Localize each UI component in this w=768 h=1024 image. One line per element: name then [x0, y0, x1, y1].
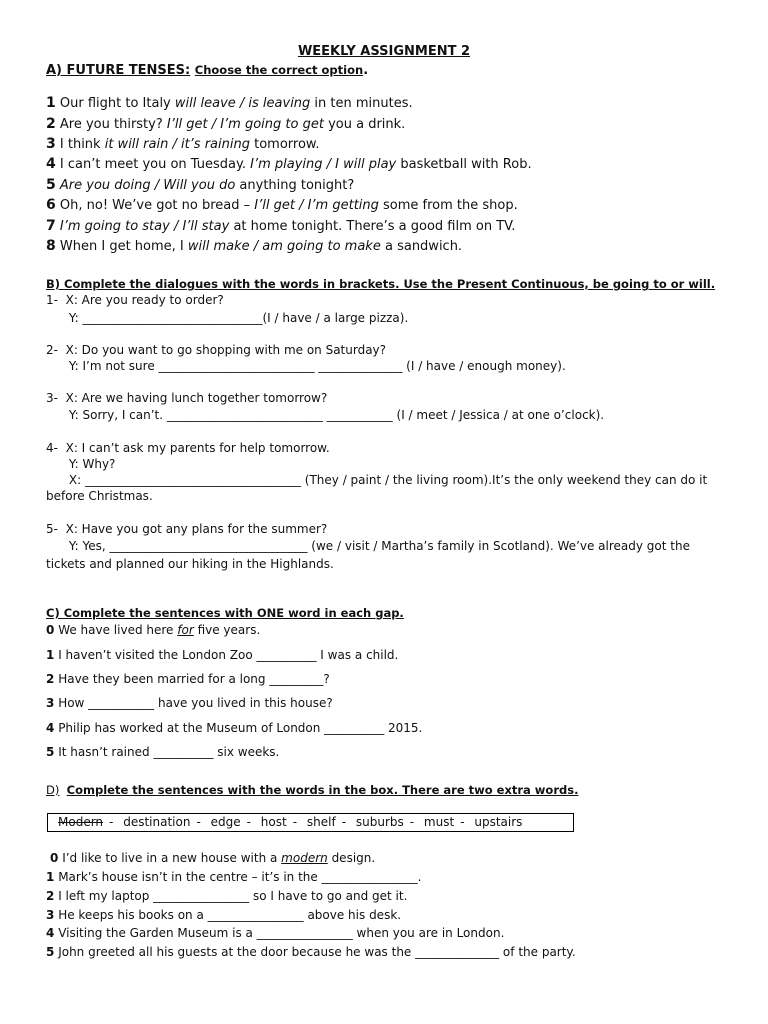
exercise-c-item: 4 Philip has worked at the Museum of London __________ 2015. [46, 721, 423, 735]
dialogue-line: 4- X: I can’t ask my parents for help tomorrow. [46, 441, 330, 455]
exercise-a-item: 8 When I get home, I will make / am going to make a sandwich. [46, 238, 463, 254]
word-box-item: Modern [58, 815, 104, 829]
exercise-c-item: 2 Have they been married for a long _________? [46, 672, 330, 686]
exercise-d-item: 1 Mark’s house isn’t in the centre – it’s in the ________________. [46, 870, 422, 884]
section-b-heading: B) Complete the dialogues with the words in brackets. Use the Present Continuous, be going to or will. [46, 277, 716, 291]
exercise-a-item: 5 Are you doing / Will you do anything tonight? [46, 177, 355, 193]
exercise-a-item: 7 I’m going to stay / I’ll stay at home tonight. There’s a good film on TV. [46, 218, 516, 234]
exercise-d-item: 2 I left my laptop ________________ so I have to go and get it. [46, 889, 408, 903]
word-box-item: must [423, 815, 455, 829]
word-box: Modern - destination - edge - host - shelf - suburbs - must - upstairs [47, 813, 574, 832]
dialogue-line: 2- X: Do you want to go shopping with me on Saturday? [46, 343, 387, 357]
dialogue-line: Y: Why? [46, 457, 116, 471]
dialogue-line: X: ____________________________________ (They / paint / the living room).It’s the only weekend they can do it [46, 473, 708, 487]
section-a-title: A) FUTURE TENSES: [46, 63, 191, 78]
word-box-item: host [260, 815, 287, 829]
word-box-item: shelf [306, 815, 336, 829]
dialogue-line: 1- X: Are you ready to order? [46, 293, 224, 307]
exercise-a-item: 1 Our flight to Italy will leave / is leaving in ten minutes. [46, 95, 413, 111]
exercise-c-item: 3 How ___________ have you lived in this house? [46, 696, 333, 710]
exercise-a-item: 6 Oh, no! We’ve got no bread – I’ll get / I’m getting some from the shop. [46, 197, 518, 213]
exercise-d-item: 4 Visiting the Garden Museum is a ________________ when you are in London. [46, 926, 505, 940]
exercise-d-example: 0 I’d like to live in a new house with a modern design. [50, 851, 376, 865]
dialogue-line: 3- X: Are we having lunch together tomorrow? [46, 391, 328, 405]
word-box-item: destination [123, 815, 191, 829]
dialogue-line: Y: Yes, _________________________________ (we / visit / Martha’s family in Scotland). We’ve already got the [46, 539, 690, 553]
exercise-c-item: 1 I haven’t visited the London Zoo __________ I was a child. [46, 648, 399, 662]
exercise-a-item: 3 I think it will rain / it’s raining tomorrow. [46, 136, 320, 152]
dialogue-line: Y: Sorry, I can’t. __________________________ ___________ (I / meet / Jessica / at one o’clock). [46, 408, 605, 422]
word-box-item: upstairs [474, 815, 523, 829]
exercise-a-item: 4 I can’t meet you on Tuesday. I’m playing / I will play basketball with Rob. [46, 156, 532, 172]
exercise-a-item: 2 Are you thirsty? I’ll get / I’m going to get you a drink. [46, 116, 406, 132]
page-title: WEEKLY ASSIGNMENT 2 [297, 44, 471, 59]
section-a-instruction: Choose the correct option [194, 63, 364, 77]
dialogue-line: tickets and planned our hiking in the Highlands. [46, 557, 334, 571]
section-a-period: . [363, 63, 369, 78]
dialogue-line: Y: ______________________________(I / have / a large pizza). [46, 311, 409, 325]
word-box-item: edge [210, 815, 241, 829]
section-c-heading: C) Complete the sentences with ONE word in each gap. [46, 606, 404, 620]
dialogue-line: Y: I’m not sure __________________________ ______________ (I / have / enough money). [46, 359, 566, 373]
word-box-item: suburbs [355, 815, 404, 829]
exercise-d-item: 3 He keeps his books on a ________________ above his desk. [46, 908, 402, 922]
exercise-c-item: 5 It hasn’t rained __________ six weeks. [46, 745, 280, 759]
dialogue-line: 5- X: Have you got any plans for the summer? [46, 522, 328, 536]
exercise-c-example: 0 We have lived here for five years. [46, 623, 261, 637]
dialogue-line: before Christmas. [46, 489, 153, 503]
section-d-heading: D) Complete the sentences with the words in the box. There are two extra words. [46, 783, 579, 797]
exercise-d-item: 5 John greeted all his guests at the door because he was the ______________ of the party. [46, 945, 576, 959]
section-a-heading [46, 63, 368, 78]
